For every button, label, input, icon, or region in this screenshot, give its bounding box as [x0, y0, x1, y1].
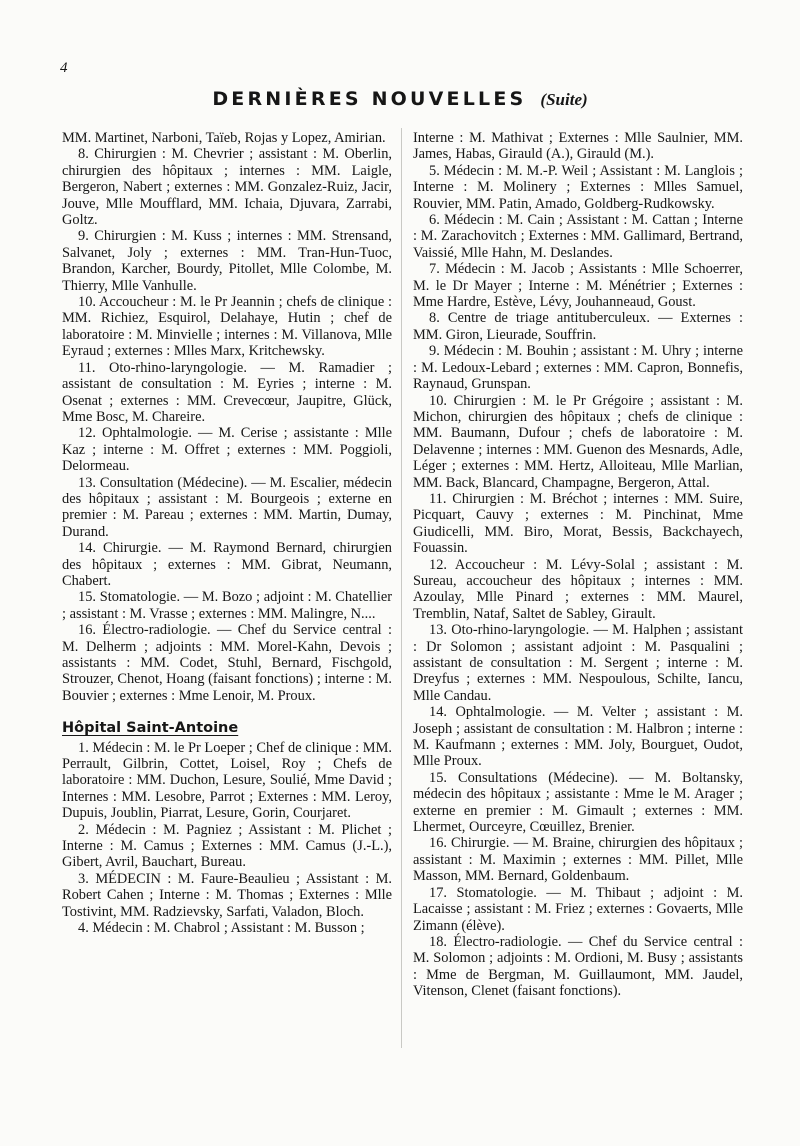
section-title: Hôpital Saint-Antoine: [62, 720, 239, 737]
paragraph: 13. Consultation (Médecine). — M. Escalier, médecin des hôpitaux ; assistant : M. Bourgeois ; externe en premier : M. Pareau ; externes : MM. Martin, Dumay, Durand.: [62, 474, 392, 540]
left-column: [62, 130, 392, 937]
page-number: 4: [60, 60, 68, 76]
paragraph: 2. Médecin : M. Pagniez ; Assistant : M. Plichet ; Interne : M. Camus ; Externes : MM. Camus (J.-L.), Gibert, Avril, Bauchart, Bureau.: [62, 821, 392, 871]
page-header: [0, 88, 800, 110]
paragraph: 5. Médecin : M. M.-P. Weil ; Assistant : M. Langlois ; Interne : M. Molinery ; Externes : Mlles Samuel, Rouvier, MM. Patin, Amado, Goldberg-Rudkowsky.: [413, 162, 743, 212]
paragraph: 11. Oto-rhino-laryngologie. — M. Ramadier ; assistant de consultation : M. Eyries ; interne : M. Osenat ; externes : MM. Crevecœur, Jaupitre, Glück, Mme Bosc, M. Chareire.: [62, 359, 392, 425]
paragraph: 12. Ophtalmologie. — M. Cerise ; assistante : Mlle Kaz ; interne : M. Offret ; externes : MM. Poggioli, Delormeau.: [62, 425, 392, 475]
paragraph: 8. Chirurgien : M. Chevrier ; assistant : M. Oberlin, chirurgien des hôpitaux ; internes : MM. Laigle, Bergeron, Nabert ; externes : MM. Gonzalez-Ruiz, Jacir, Jouve, Mlle Moufflard, MM. Ichaia, Djuvara, Zarrabi, Goltz.: [62, 146, 392, 229]
right-column: [413, 130, 743, 1000]
paragraph: 3. MÉDECIN : M. Faure-Beaulieu ; Assistant : M. Robert Cahen ; Interne : M. Thomas ; Externes : Mlle Tostivint, MM. Radzievsky, Sarfati, Valadon, Bloch.: [62, 870, 392, 920]
paragraph: 9. Médecin : M. Bouhin ; assistant : M. Uhry ; interne : M. Ledoux-Lebard ; externes : MM. Capron, Bonnefis, Raynaud, Grunspan.: [413, 343, 743, 393]
paragraph: 18. Électro-radiologie. — Chef du Service central : M. Solomon ; adjoints : M. Ordioni, M. Busy ; assistants : Mme de Bergman, M. Guillaumont, MM. Jaudel, Vitenson, Clenet (faisant fonctions).: [413, 933, 743, 1000]
paragraph: 1. Médecin : M. le Pr Loeper ; Chef de clinique : MM. Perrault, Gilbrin, Cottet, Loisel, Roy ; Chefs de laboratoire : MM. Duchon, Lesure, Soulié, Mme David ; Internes : MM. Lesobre, Parrot ; Externes : MM. Leroy, Dupuis, Joublin, Piarrat, Lesure, Gorin, Courjaret.: [62, 739, 392, 822]
paragraph: Interne : M. Mathivat ; Externes : Mlle Saulnier, MM. James, Habas, Girauld (A.), Girauld (M.).: [413, 130, 743, 163]
paragraph: 17. Stomatologie. — M. Thibaut ; adjoint : M. Lacaisse ; assistant : M. Friez ; externes : Govaerts, Mlle Zimann (élève).: [413, 884, 743, 934]
paragraph: 8. Centre de triage antituberculeux. — Externes : MM. Giron, Lieurade, Souffrin.: [413, 310, 743, 343]
column-divider: [401, 128, 402, 1048]
paragraph: 11. Chirurgien : M. Bréchot ; internes : MM. Suire, Picquart, Cauvy ; externes : M. Pinchinat, Mme Giudicelli, MM. Biro, Morat, Bessis, Backchayech, Fouassin.: [413, 490, 743, 557]
paragraph: 12. Accoucheur : M. Lévy-Solal ; assistant : M. Sureau, accoucheur des hôpitaux ; internes : MM. Azoulay, Mlle Pinard ; externes : MM. Maurel, Tremblin, Nataf, Saltet de Sabley, Girault.: [413, 556, 743, 622]
paragraph: 16. Électro-radiologie. — Chef du Service central : M. Delherm ; adjoints : MM. Morel-Kahn, Devois ; assistants : MM. Codet, Stuhl, Bernard, Fischgold, Strouzer, Chenot, Hoang (faisant fonctions) ; interne : M. Bouvier ; externes : Mme Lenoir, M. Proux.: [62, 622, 392, 704]
paragraph: 4. Médecin : M. Chabrol ; Assistant : M. Busson ;: [78, 920, 365, 937]
paragraph: 7. Médecin : M. Jacob ; Assistants : Mlle Schoerrer, M. le Dr Mayer ; Interne : M. Ménétrier ; Externes : Mme Hardre, Estève, Lévy, Jouhanneaud, Goust.: [413, 261, 743, 311]
paragraph: 16. Chirurgie. — M. Braine, chirurgien des hôpitaux ; assistant : M. Maximin ; externes : MM. Pillet, Mlle Masson, MM. Bernard, Goldenbaum.: [413, 835, 743, 885]
paragraph: 15. Stomatologie. — M. Bozo ; adjoint : M. Chatellier ; assistant : M. Vrasse ; externes : MM. Malingre, N....: [62, 589, 392, 622]
header-title: DERNIÈRES NOUVELLES: [212, 88, 527, 110]
paragraph: 14. Ophtalmologie. — M. Velter ; assistant : M. Joseph ; assistant de consultation : M. Halbron ; interne : M. Kaufmann ; externes : MM. Joly, Bourguet, Oudot, Mlle Proux.: [413, 704, 743, 770]
paragraph: 14. Chirurgie. — M. Raymond Bernard, chirurgien des hôpitaux ; externes : MM. Gibrat, Neumann, Chabert.: [62, 540, 392, 589]
header-subtitle: (Suite): [540, 90, 588, 109]
paragraph: 6. Médecin : M. Cain ; Assistant : M. Cattan ; Interne : M. Zarachovitch ; Externes : MM. Gallimard, Bertrand, Vaissié, Mlle Hahn, M. Deslandes.: [413, 212, 743, 261]
paragraph: MM. Martinet, Narboni, Taïeb, Rojas y Lopez, Amirian.: [62, 130, 386, 146]
paragraph: 10. Accoucheur : M. le Pr Jeannin ; chefs de clinique : MM. Richiez, Esquirol, Delahaye, Hutin ; chef de laboratoire : M. Minvielle ; internes : M. Villanova, Mlle Eyraud ; externes : Mlles Marx, Kritchewsky.: [62, 294, 392, 360]
paragraph: 15. Consultations (Médecine). — M. Boltansky, médecin des hôpitaux ; assistante : Mme le M. Arager ; externe en premier : M. Gimault ; externes : MM. Lhermet, Ourceyre, Cœuillez, Brenier.: [413, 769, 743, 836]
paragraph: 9. Chirurgien : M. Kuss ; internes : MM. Strensand, Salvanet, Joly ; externes : MM. Tran-Hun-Tuoc, Brandon, Karcher, Bourdy, Pitollet, Mlle Colombe, M. Thierry, Mlle Vanhulle.: [62, 228, 392, 294]
paragraph: 10. Chirurgien : M. le Pr Grégoire ; assistant : M. Michon, chirurgien des hôpitaux ; chefs de clinique : MM. Baumann, Dufour ; chefs de laboratoire : M. Delavenne ; internes : MM. Guenon des Mesnards, Adle, Léger ; externes : MM. Hertz, Alloiteau, Mlle Marlian, MM. Back, Blancard, Champagne, Bergeron, Attal.: [413, 392, 743, 491]
paragraph: 13. Oto-rhino-laryngologie. — M. Halphen ; assistant : Dr Solomon ; assistant adjoint : M. Pasqualini ; assistant de consultation : M. Sergent ; interne : M. Dreyfus ; externes : MM. Nespoulous, Schilte, Iancu, Mlle Candau.: [413, 622, 743, 704]
